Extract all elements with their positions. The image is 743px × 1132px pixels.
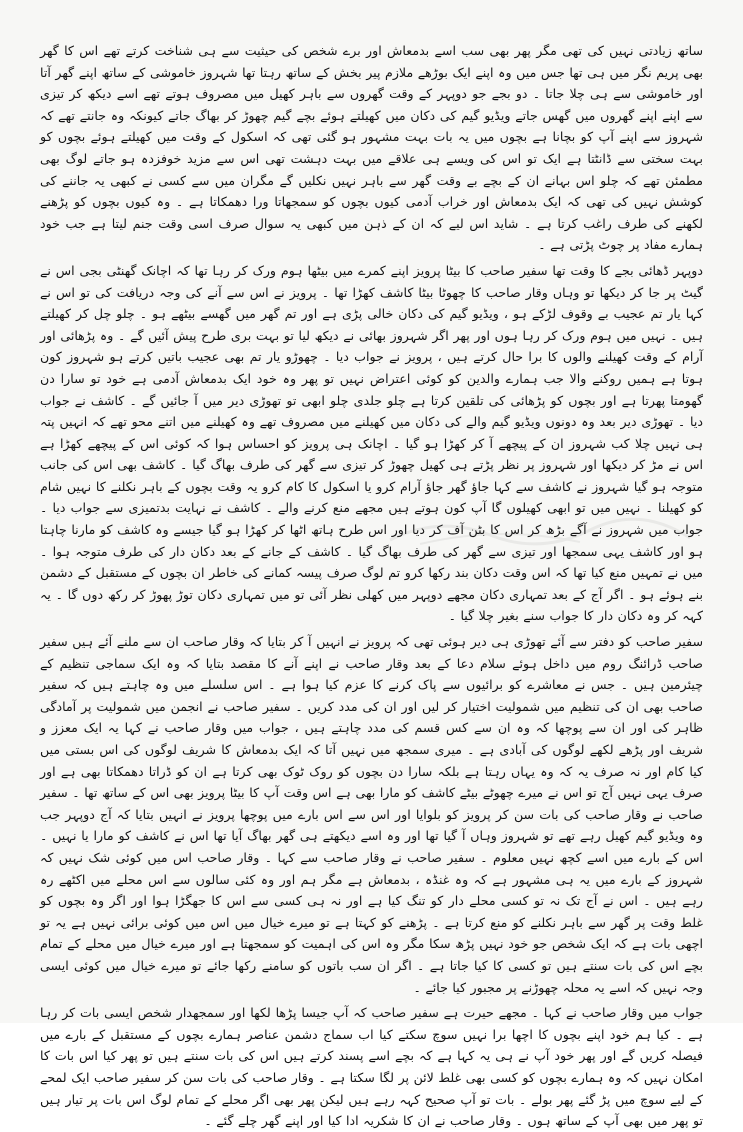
paragraph-1: ساتھ زیادتی نہیں کی تھی مگر پھر بھی سب اسے بدمعاش اور برے شخص کی حیثیت سے ہی شناخت کرتے تھے اس کا گھر بھی پریم نگر میں ہی تھا جس میں وہ اپنے ایک بوڑھے ملازم پیر بخش کے ساتھ رہتا تھا شہروز خاموشی کے ساتھ اپنے گھر آتا اور خاموشی سے ہی چلا جاتا ۔ دو بجے جو دوپہر کے وقت گھروں سے باہر کھیل میں مصروف ہوتے تھے اسے دیکھ کر تیزی سے اپنے اپنے گھروں میں گھس جاتے ویڈیو گیم کی دکان میں کھیلتے ہوئے بچے گیم چھوڑ کر بھاگ جاتے کیونکہ وہ جانتے تھے کہ شہروز سے اپنے آپ کو بچانا ہے بچوں میں یہ بات بہت مشہور ہو گئی تھی کہ اسکول کے وقت میں کھیلتے ہوئے بچوں کو بہت سختی سے ڈانٹتا ہے ایک تو اس کی ویسے ہی علاقے میں بہت دہشت تھی اس سے مزید خوفزدہ ہو جاتے لوگ بھی مطمئن تھے کہ چلو اس بہانے ان کے بچے بے وقت گھر سے باہر نہیں نکلیں گے مگران میں سے کسی نے کبھی یہ جاننے کی کوشش نہیں کی تھی کہ ایک بدمعاش اور خراب آدمی کیوں بچوں کو سمجھاتا ورا دھمکاتا ہے ۔ وہ کیوں بچوں کو پڑھنے لکھنے کی طرف راغب کرتا ہے ۔ شاید اس لیے کہ ان کے ذہن میں کبھی یہ سوال صرف اسی وقت جنم لیتا ہے جب خود ہمارے مفاد پر چوٹ پڑتی ہے ۔ [40,43,703,253]
paragraph-4: جواب میں وقار صاحب نے کہا ۔ مجھے حیرت ہے سفیر صاحب کہ آپ جیسا پڑھا لکھا اور سمجھدار شخص ایسی بات کر رہا ہے ۔ کیا ہم خود اپنے بچوں کا اچھا برا نہیں سوچ سکتے کیا اب سماج دشمن عناصر ہمارے بچوں کے مستقبل کے بارے میں فیصلہ کریں گے اور پھر خود آپ نے ہی یہ کہا ہے کہ بچے اسے پسند کرتے ہیں اس کی بات سنتے ہیں تو پھر کیا اس بات کا امکان نہیں کہ وہ ہمارے بچوں کو کسی بھی غلط لائن پر لگا سکتا ہے ۔ وقار صاحب کی بات سن کر سفیر صاحب ایک لمحے کے لیے سوچ میں پڑ گئے پھر بولے ۔ بات تو آپ صحیح کہہ رہے ہیں لیکن پھر بھی اگر محلے کے تمام لوگ اس بات پر تیار ہیں تو پھر میں بھی آپ کے ساتھ ہوں ۔ وقار صاحب نے ان کا شکریہ ادا کیا اور اپنے گھر چلے گئے ۔ [40,1005,703,1129]
faint-watermark-graphic [380,510,700,550]
paragraph-3: سفیر صاحب کو دفتر سے آئے تھوڑی ہی دیر ہوئی تھی کہ پرویز نے انہیں آ کر بتایا کہ وقار صاحب ان سے ملنے آئے ہیں سفیر صاحب ڈرائنگ روم میں داخل ہوئے سلام دعا کے بعد وقار صاحب نے اپنے آنے کا مقصد بتایا کہ وہ ایک سماجی تنظیم کے چیئرمین ہیں ۔ جس نے معاشرے کو برائیوں سے پاک کرنے کا عزم کیا ہوا ہے ۔ اس سلسلے میں وہ چاہتے ہیں کہ سفیر صاحب بھی ان کی تنظیم میں شمولیت اختیار کر لیں اور ان کی مدد کریں ۔ سفیر صاحب نے انجمن میں شمولیت پر آمادگی ظاہر کی اور ان سے پوچھا کہ وہ ان سے کس قسم کی مدد چاہتے ہیں ، جواب میں وقار صاحب نے کہا یہ ایک معزز و شریف اور پڑھے لکھے لوگوں کی آبادی ہے ۔ میری سمجھ میں نہیں آتا کہ ایک بدمعاش کا شریف لوگوں کی اس بستی میں کیا کام اور نہ صرف یہ کہ وہ یہاں رہتا ہے بلکہ سارا دن بچوں کو روک ٹوک بھی کرتا ہے ان کو ڈراتا دھمکاتا بھی ہے اور صرف یہی نہیں آج تو اس نے میرے چھوٹے بیٹے کاشف کو مارا بھی ہے اس وقت آپ کا بیٹا پرویز بھی اس کے ساتھ تھا ۔ سفیر صاحب نے وقار صاحب کی بات سن کر پرویز کو بلوایا اور اس سے اس بارے میں پوچھا پرویز نے انہیں بتایا کہ آج دوپہر جب وہ ویڈیو گیم کھیل رہے تھے تو شہروز وہاں آ گیا تھا اور وہ اسے دیکھتے ہی گھر بھاگ آیا تھا اس نے کاشف کو مارا یا نہیں ۔ اس کے بارے میں اسے کچھ نہیں معلوم ۔ سفیر صاحب نے وقار صاحب سے کہا ۔ وقار صاحب اس میں کوئی شک نہیں کہ شہروز کے بارے میں یہ ہی مشہور ہے کہ وہ غنڈہ ، بدمعاش ہے مگر ہم اور وہ کئی سالوں سے اس محلے میں اکٹھے رہ رہے ہیں ۔ اس نے آج تک نہ تو کسی محلے دار کو تنگ کیا ہے اور نہ ہی کسی سے اس کا جھگڑا ہوا اور اگر وہ بچوں کو غلط وقت پر گھر سے باہر نکلنے کو منع کرتا ہے ۔ پڑھنے کو کہتا ہے تو میرے خیال میں اس میں کوئی برائی نہیں ہے یہ تو اچھی بات ہے کہ ایک شخص جو خود نہیں پڑھ سکا مگر وہ اس کی اہمیت کو سمجھتا ہے اور میرے خیال میں محلے کے تمام بچے اس کی بات سنتے ہیں تو کسی کا کیا جاتا ہے ۔ اگر ان سب باتوں کو سامنے رکھا جائے تو میرے خیال میں کوئی ایسی وجہ نہیں کہ اسے یہ محلہ چھوڑنے پر مجبور کیا جائے ۔ [40,634,703,995]
paragraph-2: دوپہر ڈھائی بجے کا وقت تھا سفیر صاحب کا بیٹا پرویز اپنے کمرے میں بیٹھا ہوم ورک کر رہا تھا کہ اچانک گھنٹی بجی اس نے گیٹ پر جا کر دیکھا تو وہاں وقار صاحب کا چھوٹا بیٹا کاشف کھڑا تھا ۔ پرویز نے اس سے آنے کی وجہ دریافت کی تو اس نے کہا یار تم عجیب بے وقوف لڑکے ہو ، ویڈیو گیم کی دکان خالی پڑی ہے اور تم گھر میں گھسے بیٹھے ہو ۔ چلو چل کر کھیلتے ہیں ۔ نہیں میں ہوم ورک کر رہا ہوں اور پھر اگر شہروز بھائی نے دیکھ لیا تو بہت بری طرح پیش آئیں گے ۔ وہ پڑھائی اور آرام کے وقت کھیلنے والوں کا برا حال کرتے ہیں ، پرویز نے جواب دیا ۔ چھوڑو یار تم بھی عجیب باتیں کرتے ہو شہروز کون ہوتا ہے ہمیں روکنے والا جب ہمارے والدین کو کوئی اعتراض نہیں تو پھر وہ خود ایک بدمعاش آدمی ہے خود تو سارا دن گھومتا پھرتا ہے اور بچوں کو پڑھائی کی تلقین کرتا ہے چلو جلدی چلو ابھی تو تھوڑی دیر میں آ جائیں گے ۔ کاشف نے جواب دیا ۔ تھوڑی دیر بعد وہ دونوں ویڈیو گیم والے کی دکان میں کھیلنے میں مصروف تھے وہ کھیلنے میں اتنے محو تھے کہ انہیں پتہ ہی نہیں چلا کب شہروز ان کے پیچھے آ کر کھڑا ہو گیا ۔ اچانک ہی پرویز کو احساس ہوا کہ کوئی اس کے پیچھے کھڑا ہے اس نے مڑ کر دیکھا اور شہروز پر نظر پڑتے ہی کھیل چھوڑ کر تیزی سے گھر کی طرف بھاگ گیا ۔ کاشف بھی اس کی جانب متوجہ ہو گیا شہروز نے کاشف سے کہا جاؤ گھر جاؤ آرام کرو یا اسکول کا کام کرو یہ وقت بچوں کے باہر نکلنے کا نہیں شام کو کھیلنا ۔ نہیں میں تو ابھی کھیلوں گا آپ کون ہوتے ہیں مجھے منع کرنے والے ۔ کاشف نے نہایت بدتمیزی سے جواب دیا ۔ جواب میں شہروز نے آگے بڑھ کر اس کا بٹن آف کر دیا اور اس طرح ہاتھ اٹھا کر کھڑا ہو گیا جیسے وہ کاشف کو مارنا چاہتا ہو اور کاشف یہی سمجھا اور تیزی سے گھر کی طرف بھاگ گیا ۔ کاشف کے جانے کے بعد دکان دار کی طرف متوجہ ہوا ۔ میں نے تمہیں منع کیا تھا کہ اس وقت دکان بند رکھا کرو تم لوگ صرف پیسہ کمانے کی خاطر ان بچوں کے مستقبل کے دشمن بنے ہوئے ہو ۔ اگر آج کے بعد تمہاری دکان مجھے دوپہر میں کھلی نظر آئی تو میں تمہاری دکان توڑ پھوڑ کر رکھ دوں گا ۔ یہ کہہ کر وہ دکان دار کا جواب سنے بغیر چلا گیا ۔ [40,262,703,624]
